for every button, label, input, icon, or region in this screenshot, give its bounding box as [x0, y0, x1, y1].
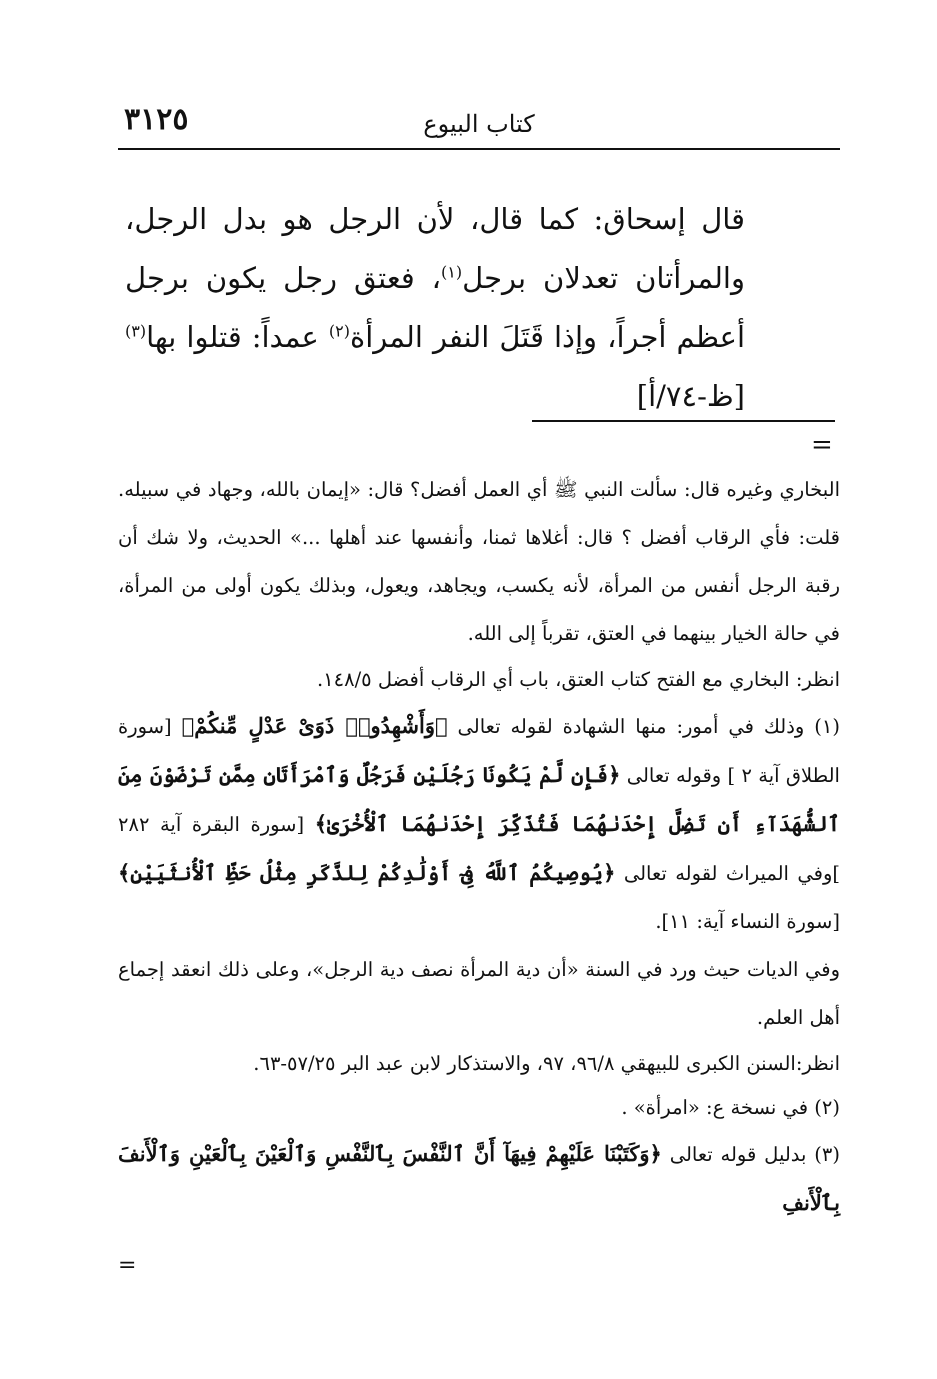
main-line-3b: عمداً: قتلوا بها: [146, 320, 329, 354]
manuscript-folio-ref: [ظ-٧٤/أ]: [636, 379, 745, 413]
footnote-2: (٢) في نسخة ع: «امرأة» .: [621, 1096, 840, 1119]
footnote-3-number: (٣): [814, 1143, 840, 1166]
footnote-continuation: البخاري وغيره قال: سألت النبي ﷺ أي العمل أفضل؟ قال: «إيمان بالله، وجهاد في سبيله. قلت: فأي الرقاب أفضل ؟ قال: أغلاها ثمنا، وأنفسها عند أهلها ...» الحديث، ولا شك أن رقبة الرجل أنفس من المرأة، لأنه يكسب، ويجاهد، ويعول، وبذلك يكون أولى من المرأة، في حالة الخيار بينهما في العتق، تقرباً إلى الله.: [118, 478, 840, 645]
quran-verse-2: ﴿فَإِن لَّمْ يَكُونَا رَجُلَيْنِ فَرَجُلٌ وَٱمْرَأَتَانِ مِمَّن تَرْضَوْنَ مِنَ ٱلشُّهَدَآءِ أَن تَضِلَّ إِحْدَىٰهُمَا فَتُذَكِّرَ إِحْدَىٰهُمَا ٱلْأُخْرَىٰ﴾: [118, 762, 840, 836]
main-line-2b: ، فعتق رجل يكون برجل أعظم أجراً، وإذا: [125, 261, 745, 354]
main-line-3a: قَتَلَ النفر المرأة: [350, 320, 544, 354]
main-line-1: قال إسحاق: كما قال، لأن الرجل هو بدل الرجل، والمرأتان: [125, 202, 745, 295]
footnote-1-number: (١): [814, 715, 840, 738]
footnote-1: [118, 702, 840, 946]
footnote-3-text-a: بدليل قوله تعالى: [661, 1143, 815, 1166]
footnote-1-paragraph-2: وفي الديات حيث ورد في السنة «أن دية المرأة نصف دية الرجل»، وعلى ذلك انعقد إجماع أهل العلم.: [118, 958, 840, 1029]
quran-verse-3: ﴿يُوصِيكُمُ ٱللَّهُ فِىٓ أَوْلَٰدِكُمْ لِلذَّكَرِ مِثْلُ حَظِّ ٱلْأُنثَيَيْنِ﴾: [118, 860, 616, 885]
header-rule: [118, 148, 840, 150]
footnote-continuation-ref: انظر: البخاري مع الفتح كتاب العتق، باب أي الرقاب أفضل ١٤٨/٥.: [316, 668, 840, 691]
footnote-separator: [532, 420, 835, 422]
page-number: ٣١٢٥: [124, 102, 189, 137]
main-text: [125, 190, 745, 426]
footnote-1-text-c: [سورة البقرة آية ٢٨٢ ]وفي الميراث لقوله تعالى: [118, 813, 840, 885]
continuation-mark: =: [811, 430, 833, 460]
footnote-1-text-d: [سورة النساء آية: ١١].: [655, 910, 840, 933]
footnote-1-text-b: [سورة الطلاق آية ٢ ] وقوله تعالى: [118, 715, 840, 787]
bottom-continuation-mark: =: [118, 1253, 137, 1278]
footnote-ref-3: (٣): [125, 321, 147, 341]
footnote-ref-1: (١): [441, 262, 463, 282]
footnote-3: [118, 1130, 840, 1228]
quran-verse-4: ﴿وَكَتَبْنَا عَلَيْهِمْ فِيهَآ أَنَّ ٱلنَّفْسَ بِٱلنَّفْسِ وَٱلْعَيْنَ بِٱلْعَيْنِ وَٱلْأَنفَ بِٱلْأَنفِ: [118, 1141, 840, 1215]
running-title: كتاب البيوع: [423, 110, 535, 138]
footnotes: [118, 466, 840, 1228]
footnote-1-ref: انظر:السنن الكبرى للبيهقي ٩٦/٨، ٩٧، والاستذكار لابن عبد البر ٥٧/٢٥-٦٣.: [253, 1052, 840, 1075]
quran-verse-1: ﴿وَأَشْهِدُوا۟ ذَوَىْ عَدْلٍ مِّنكُمْ﴾: [181, 713, 448, 738]
footnote-ref-2: (٢): [328, 321, 351, 341]
page-header: [118, 100, 840, 150]
main-line-2a: تعدلان برجل: [462, 261, 619, 295]
footnote-1-text-a: وذلك في أمور: منها الشهادة لقوله تعالى: [447, 715, 815, 738]
